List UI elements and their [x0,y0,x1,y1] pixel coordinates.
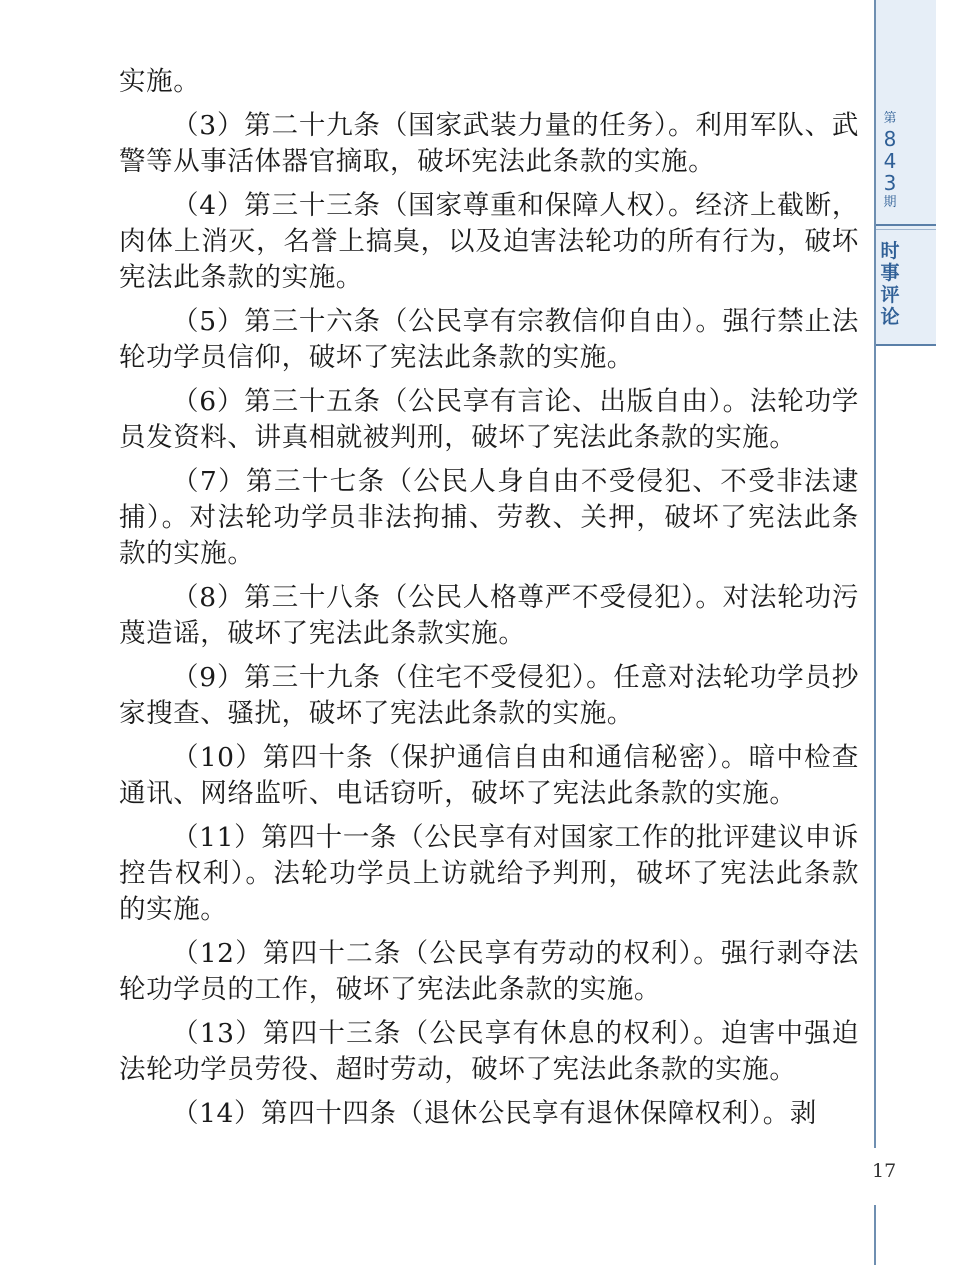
paragraph-article-29: （3）第二十九条（国家武装力量的任务）。利用军队、武警等从事活体器官摘取，破坏宪法此条款的实施。 [119,110,859,177]
paragraph-article-39: （9）第三十九条（住宅不受侵犯）。任意对法轮功学员抄家搜查、骚扰，破坏了宪法此条款的实施。 [119,662,859,729]
paragraph-article-38: （8）第三十八条（公民人格尊严不受侵犯）。对法轮功污蔑造谣，破坏了宪法此条款实施。 [119,582,859,649]
article-body [119,64,859,1140]
issue-suffix: 期 [883,195,897,210]
issue-digit: 4 [883,149,897,173]
issue-number [876,110,904,212]
issue-digit: 3 [883,171,897,195]
paragraph-continuation: 实施。 [119,66,201,97]
issue-prefix: 第 [883,111,897,126]
issue-digit: 8 [883,127,897,151]
sidebar-rule-top-thin [876,229,936,230]
sidebar-rule-top [876,224,936,226]
paragraph-article-40: （10）第四十条（保护通信自由和通信秘密）。暗中检查通讯、网络监听、电话窃听，破坏了宪法此条款的实施。 [119,742,859,809]
paragraph-article-41: （11）第四十一条（公民享有对国家工作的批评建议申诉控告权利）。法轮功学员上访就给予判刑，破坏了宪法此条款的实施。 [119,822,859,925]
page-number: 17 [872,1160,897,1182]
section-char: 事 [880,262,900,284]
paragraph-article-44: （14）第四十四条（退休公民享有退休保障权利）。剥 [172,1098,817,1129]
paragraph-article-37: （7）第三十七条（公民人身自由不受侵犯、不受非法逮捕）。对法轮功学员非法拘捕、劳教、关押，破坏了宪法此条款的实施。 [119,466,859,569]
paragraph-article-36: （5）第三十六条（公民享有宗教信仰自由）。强行禁止法轮功学员信仰，破坏了宪法此条款的实施。 [119,306,859,373]
paragraph-article-42: （12）第四十二条（公民享有劳动的权利）。强行剥夺法轮功学员的工作，破坏了宪法此条款的实施。 [119,938,859,1005]
paragraph-article-43: （13）第四十三条（公民享有休息的权利）。迫害中强迫法轮功学员劳役、超时劳动，破坏了宪法此条款的实施。 [119,1018,859,1085]
paragraph-article-35: （6）第三十五条（公民享有言论、出版自由）。法轮功学员发资料、讲真相就被判刑，破坏了宪法此条款的实施。 [119,386,859,453]
section-char: 评 [880,284,900,306]
paragraph-article-33: （4）第三十三条（国家尊重和保障人权）。经济上截断，肉体上消灭，名誉上搞臭，以及迫害法轮功的所有行为，破坏宪法此条款的实施。 [119,190,859,293]
section-char: 时 [880,240,900,262]
section-char: 论 [880,306,900,328]
sidebar-rule-bottom [876,344,936,346]
sidebar-divider-bottom [874,1205,876,1265]
section-title [876,240,904,328]
